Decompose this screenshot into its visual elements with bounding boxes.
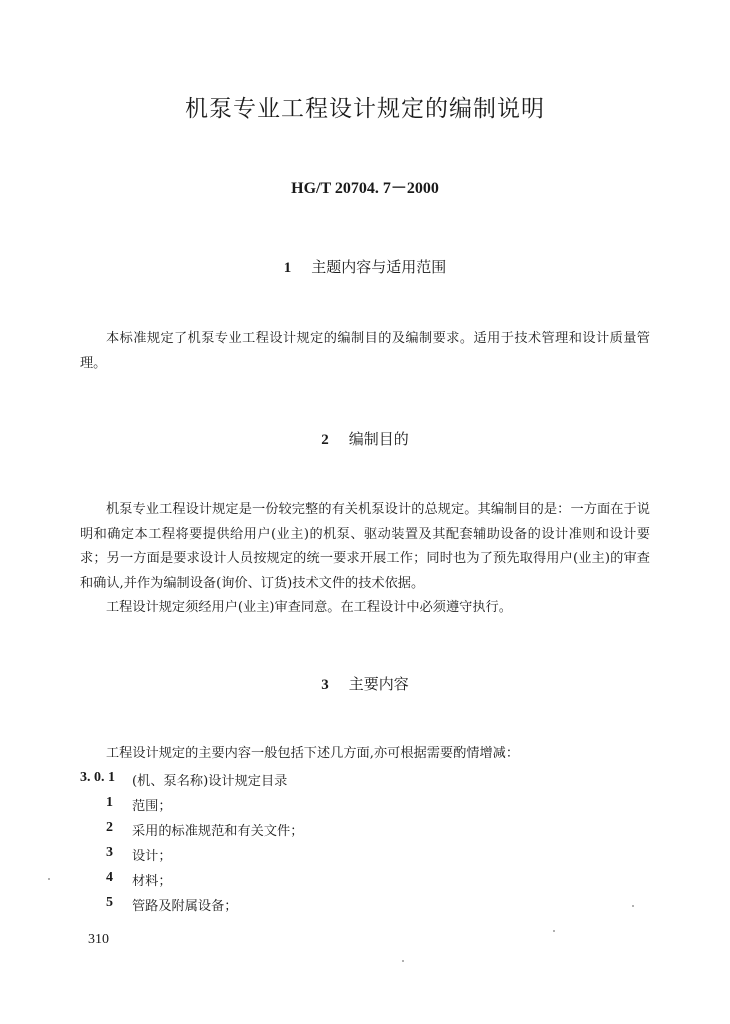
section-1-heading: [0, 256, 730, 277]
section-number: 1: [283, 260, 292, 276]
document-title: 机泵专业工程设计规定的编制说明: [185, 96, 545, 122]
clause-title: (机、泵名称)设计规定目录: [132, 774, 288, 789]
section-title: 编制目的: [348, 430, 409, 448]
list-item-number: 1: [106, 795, 113, 810]
list-item-text: 材料；: [132, 874, 172, 889]
list-item-text: 范围；: [132, 799, 172, 814]
list-item-number: 5: [106, 895, 113, 910]
section-3-heading: [0, 673, 730, 694]
section-title: 主要内容: [348, 675, 409, 693]
scan-speck: [632, 905, 634, 907]
section-number: 2: [321, 432, 329, 448]
section-2-paragraph-1: 机泵专业工程设计规定是一份较完整的有关机泵设计的总规定。其编制目的是：一方面在于说明和确定本工程将要提供给用户(业主)的机泵、驱动装置及其配套辅助设备的设计准则和设计要求；另一方面是要求设计人员按规定的统一要求开展工作；同时也为了预先取得用户(业主)的审查和确认,并作为编制设备(询价、订货)技术文件的技术依据。: [80, 502, 650, 591]
list-item-text: 设计；: [132, 849, 172, 864]
scan-speck: [553, 930, 555, 932]
list-item-text: 采用的标准规范和有关文件；: [132, 824, 304, 839]
section-title: 主题内容与适用范围: [311, 258, 447, 276]
page-number: 310: [88, 932, 109, 947]
section-2-heading: [0, 428, 730, 449]
list-item-number: 2: [106, 820, 113, 835]
scan-speck: [402, 960, 404, 962]
scan-speck: [48, 878, 50, 880]
list-item-text: 管路及附属设备；: [132, 899, 238, 914]
section-2-paragraph-2: 工程设计规定须经用户(业主)审查同意。在工程设计中必须遵守执行。: [106, 600, 512, 615]
section-1-paragraph: 本标准规定了机泵专业工程设计规定的编制目的及编制要求。适用于技术管理和设计质量管理。: [80, 331, 650, 371]
list-item-number: 3: [106, 845, 113, 860]
section-3-intro: 工程设计规定的主要内容一般包括下述几方面,亦可根据需要酌情增减：: [106, 746, 520, 761]
clause-number: 3. 0. 1: [80, 770, 115, 785]
standard-number: HG/T 20704. 7－2000: [291, 180, 439, 197]
list-item-number: 4: [106, 870, 113, 885]
section-number: 3: [321, 677, 329, 693]
